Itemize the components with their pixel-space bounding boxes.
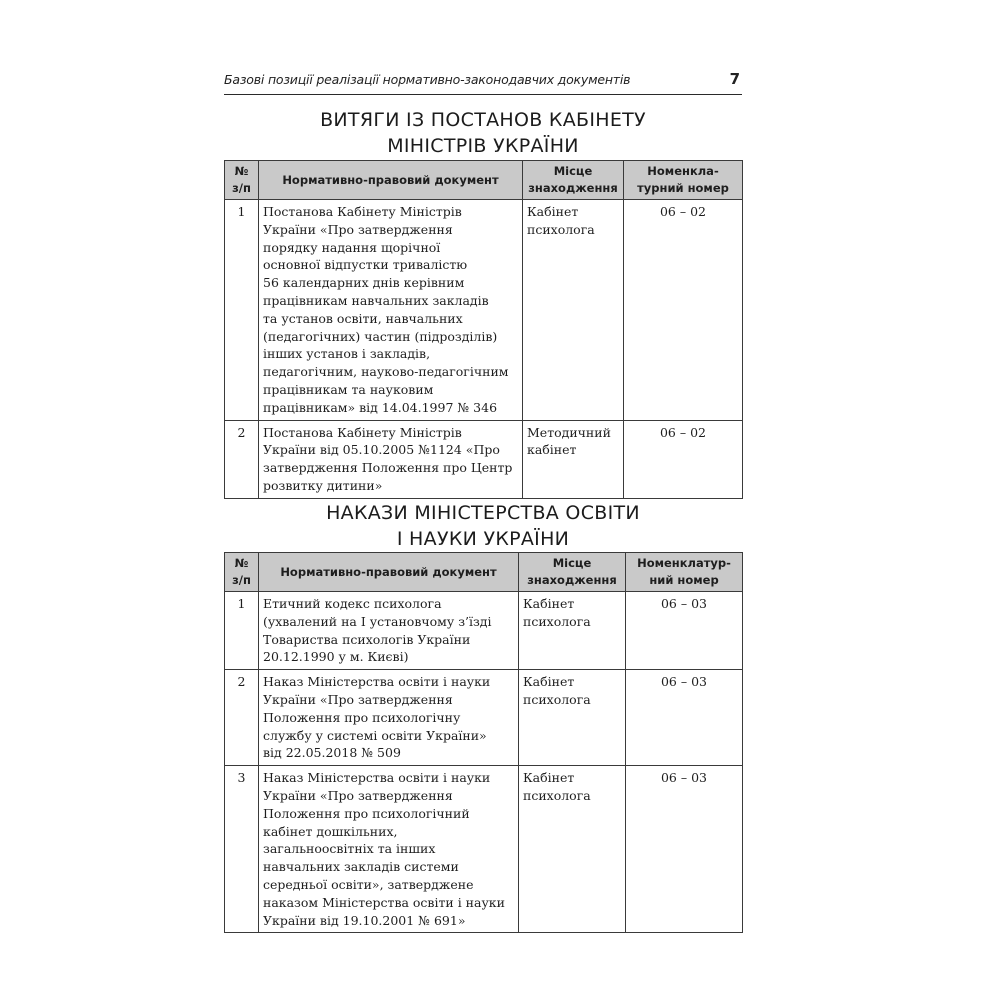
table-body	[225, 200, 743, 499]
table-header-row	[225, 161, 743, 200]
document-text-line: основної відпустки тривалістю	[263, 257, 468, 273]
document-text-line: працівникам» від 14.04.1997 № 346	[263, 399, 498, 415]
document-cell	[259, 670, 519, 766]
location-text-line: психолога	[523, 613, 591, 629]
header-text: турний номер	[637, 181, 729, 195]
table-body	[225, 592, 743, 933]
table-row	[225, 670, 743, 766]
document-cell	[259, 200, 523, 421]
document-text-line: України «Про затвердження	[263, 787, 453, 803]
nomenclature-number-cell: 06 – 03	[626, 766, 743, 933]
document-text-line: Наказ Міністерства освіти і науки	[263, 770, 491, 786]
document-text-line: загальноосвітніх та інших	[263, 841, 436, 857]
row-number-cell: 1	[225, 592, 259, 670]
resolutions-table	[224, 160, 743, 499]
section-title-line: І НАУКИ УКРАЇНИ	[396, 528, 570, 550]
document-text-line: кабінет дошкільних,	[263, 823, 398, 839]
document-text-line: середньої освіти», затверджене	[263, 876, 474, 892]
location-cell	[523, 200, 624, 421]
table-row	[225, 200, 743, 421]
page-number: 7	[729, 70, 740, 88]
row-number-cell: 2	[225, 420, 259, 498]
table-row	[225, 420, 743, 498]
document-text-line: 20.12.1990 у м. Києві)	[263, 649, 409, 665]
header-text: ний номер	[649, 573, 719, 587]
location-cell	[523, 420, 624, 498]
location-cell	[519, 592, 626, 670]
table-header-row	[225, 553, 743, 592]
nomenclature-number-cell: 06 – 02	[624, 420, 743, 498]
header-text: №	[234, 164, 249, 178]
page-header	[224, 68, 742, 95]
nomenclature-number-cell: 06 – 03	[626, 592, 743, 670]
section-title-resolutions	[224, 107, 742, 159]
document-text-line: від 22.05.2018 № 509	[263, 745, 401, 761]
row-number-cell: 1	[225, 200, 259, 421]
column-header-code	[624, 161, 743, 200]
document-text-line: навчальних закладів системи	[263, 859, 459, 875]
document-text-line: Положення про психологічну	[263, 709, 461, 725]
column-header-number	[225, 553, 259, 592]
header-text: Номенкла-	[647, 164, 719, 178]
header-text: з/п	[232, 573, 251, 587]
nomenclature-number-cell: 06 – 02	[624, 200, 743, 421]
header-text: Місце	[552, 556, 592, 570]
header-text: знаходження	[528, 181, 618, 195]
document-text-line: порядку надання щорічної	[263, 239, 441, 255]
table-row	[225, 766, 743, 933]
location-text-line: психолога	[523, 787, 591, 803]
location-text-line: Методичний	[527, 424, 611, 440]
header-text: Номенклатур-	[637, 556, 731, 570]
document-cell	[259, 420, 523, 498]
document-text-line: України «Про затвердження	[263, 691, 453, 707]
section-title-line: НАКАЗИ МІНІСТЕРСТВА ОСВІТИ	[326, 502, 640, 524]
document-text-line: наказом Міністерства освіти і науки	[263, 894, 505, 910]
document-text-line: України від 05.10.2005 №1124 «Про	[263, 442, 500, 458]
running-title: Базові позиції реалізації нормативно-законодавчих документів	[224, 72, 631, 87]
document-text-line: (ухвалений на І установчому з’їзді	[263, 613, 492, 629]
header-text: №	[234, 556, 249, 570]
document-text-line: працівникам та науковим	[263, 381, 434, 397]
column-header-location	[519, 553, 626, 592]
section-title-orders	[224, 500, 742, 552]
document-text-line: Етичний кодекс психолога	[263, 596, 442, 611]
section-title-line: ВИТЯГИ ІЗ ПОСТАНОВ КАБІНЕТУ	[320, 109, 646, 131]
column-header-document: Нормативно-правовий документ	[259, 161, 523, 200]
nomenclature-number-cell: 06 – 03	[626, 670, 743, 766]
location-text-line: Кабінет	[523, 770, 575, 786]
document-cell	[259, 592, 519, 670]
column-header-code	[626, 553, 743, 592]
column-header-number	[225, 161, 259, 200]
header-text: Місце	[553, 164, 593, 178]
header-text: з/п	[232, 181, 251, 195]
location-cell	[519, 670, 626, 766]
location-cell	[519, 766, 626, 933]
header-text: знаходження	[527, 573, 617, 587]
location-text-line: Кабінет	[527, 204, 579, 219]
orders-table	[224, 552, 743, 933]
row-number-cell: 2	[225, 670, 259, 766]
column-header-document: Нормативно-правовий документ	[259, 553, 519, 592]
table-row	[225, 592, 743, 670]
section-title-line: МІНІСТРІВ УКРАЇНИ	[387, 135, 579, 157]
document-text-line: інших установ і закладів,	[263, 346, 431, 362]
document-text-line: України «Про затвердження	[263, 221, 453, 237]
document-text-line: службу у системі освіти України»	[263, 727, 487, 743]
location-text-line: кабінет	[527, 442, 577, 458]
document-cell	[259, 766, 519, 933]
column-header-location	[523, 161, 624, 200]
location-text-line: Кабінет	[523, 596, 575, 611]
document-text-line: Постанова Кабінету Міністрів	[263, 424, 462, 440]
document-text-line: затвердження Положення про Центр	[263, 460, 513, 476]
document-text-line: Постанова Кабінету Міністрів	[263, 204, 462, 219]
document-text-line: розвитку дитини»	[263, 477, 383, 493]
document-text-line: працівникам навчальних закладів	[263, 292, 489, 308]
document-text-line: (педагогічних) частин (підрозділів)	[263, 328, 498, 344]
row-number-cell: 3	[225, 766, 259, 933]
document-text-line: 56 календарних днів керівним	[263, 275, 465, 291]
document-text-line: педагогічним, науково-педагогічним	[263, 364, 509, 380]
document-text-line: Товариства психологів України	[263, 631, 471, 647]
location-text-line: психолога	[527, 221, 595, 237]
document-text-line: Положення про психологічний	[263, 805, 470, 821]
document-text-line: України від 19.10.2001 № 691»	[263, 912, 466, 928]
document-text-line: Наказ Міністерства освіти і науки	[263, 674, 491, 690]
location-text-line: Кабінет	[523, 674, 575, 690]
document-text-line: та установ освіти, навчальних	[263, 310, 463, 326]
location-text-line: психолога	[523, 691, 591, 707]
